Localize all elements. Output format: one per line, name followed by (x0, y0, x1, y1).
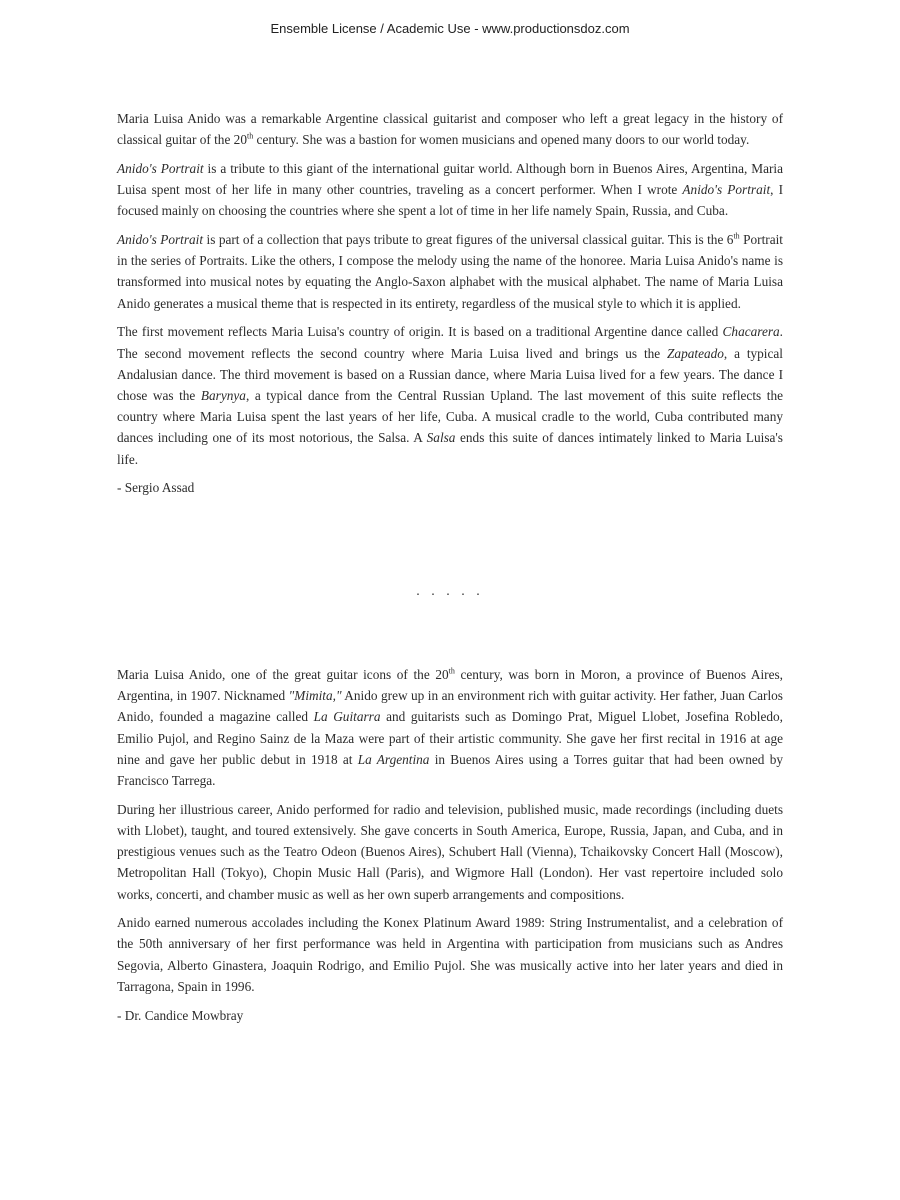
venue-name: La Argentina (357, 751, 430, 767)
composer-note-paragraph-2: Anido's Portrait is a tribute to this giant of the international guitar world. Although born in Buenos Aires, Argentina, Maria Luisa spent most of her life in many other countries, traveling as a concert performer. When I wrote Anido's Portrait, I focused mainly on choosing the countries where she spent a lot of time in her life namely Spain, Russia, and Cuba. (117, 160, 783, 219)
work-title: Anido's Portrait (117, 160, 204, 176)
nickname: "Mimita," (288, 688, 342, 704)
biography-paragraph-1: Maria Luisa Anido, one of the great guitar icons of the 20th century, was born in Moron, a province of Buenos Aires, Argentina, in 1907. Nicknamed "Mimita," Anido grew up in an environment rich with guitar activity. Her father, Juan Carlos Anido, founded a magazine called La Guitarra and guitarists such as Domingo Prat, Miguel Llobet, Josefina Robledo, Emilio Pujol, and Regino Sainz de la Maza were part of their artistic community. She gave her first recital in 1916 at age nine and gave her public debut in 1918 at La Argentina in Buenos Aires using a Torres guitar that had been owned by Francisco Tarrega. (117, 666, 784, 789)
composer-note-section (117, 108, 783, 506)
biography-section (117, 664, 783, 1033)
work-title: Anido's Portrait (117, 232, 204, 248)
dance-name: Chacarera (722, 324, 780, 340)
biographer-signature: - Dr. Candice Mowbray (117, 1007, 244, 1023)
dance-name: Barynya (200, 387, 246, 403)
composer-note-paragraph-3: Anido's Portrait is part of a collection that pays tribute to great figures of the universal classical guitar. This is the 6th Portrait in the series of Portraits. Like the others, I compose the melody using the name of the honoree. Maria Luisa Anido's name is transformed into musical notes by equating the Anglo-Saxon alphabet with the musical alphabet. The name of Maria Luisa Anido generates a musical theme that is respected in its entirety, regardless of the musical style to which it is applied. (117, 231, 783, 311)
composer-note-paragraph-1: Maria Luisa Anido was a remarkable Argentine classical guitarist and composer who left a great legacy in the history of classical guitar of the 20th century. She was a bastion for women musicians and opened many doors to our world today. (117, 111, 783, 148)
license-header (0, 21, 900, 36)
license-text: Ensemble License / Academic Use - www.productionsdoz.com (270, 21, 630, 36)
section-separator: . . . . . (416, 584, 484, 599)
work-title: Anido's Portrait (682, 182, 771, 198)
dance-name: Zapateado (667, 345, 724, 361)
composer-note-paragraph-4: The first movement reflects Maria Luisa's country of origin. It is based on a traditional Argentine dance called Chacarera. The second movement reflects the second country where Maria Luisa lived and brings us the Zapateado, a typical Andalusian dance. The third movement is based on a Russian dance, where Maria Luisa lived for a few years. The dance I chose was the Barynya, a typical dance from the Central Russian Upland. The last movement of this suite reflects the country where Maria Luisa spent the last years of her life, Cuba. A musical cradle to the world, Cuba contributed many dances including one of its most notorious, the Salsa. A Salsa ends this suite of dances intimately linked to Maria Luisa's life. (117, 324, 784, 467)
magazine-title: La Guitarra (313, 709, 381, 725)
biography-paragraph-2: During her illustrious career, Anido performed for radio and television, published music, made recordings (including duets with Llobet), taught, and toured extensively. She gave concerts in South America, Europe, Russia, Japan, and Cuba, and in prestigious venues such as the Teatro Odeon (Buenos Aires), Schubert Hall (Vienna), Tchaikovsky Concert Hall (Moscow), Metropolitan Hall (Tokyo), Chopin Music Hall (Paris), and Wigmore Hall (London). Her vast repertoire included solo works, concerti, and chamber music as well as her own superb arrangements and compositions. (117, 801, 783, 902)
biography-paragraph-3: Anido earned numerous accolades including the Konex Platinum Award 1989: String Instrumentalist, and a celebration of the 50th anniversary of her first performance was held in Argentina with participation from musicians such as Andres Segovia, Alberto Ginastera, Joaquin Rodrigo, and Emilio Pujol. She was musically active into her later years and died in Tarragona, Spain in 1996. (117, 915, 783, 994)
composer-signature: - Sergio Assad (117, 480, 195, 496)
dance-name: Salsa (426, 430, 456, 446)
